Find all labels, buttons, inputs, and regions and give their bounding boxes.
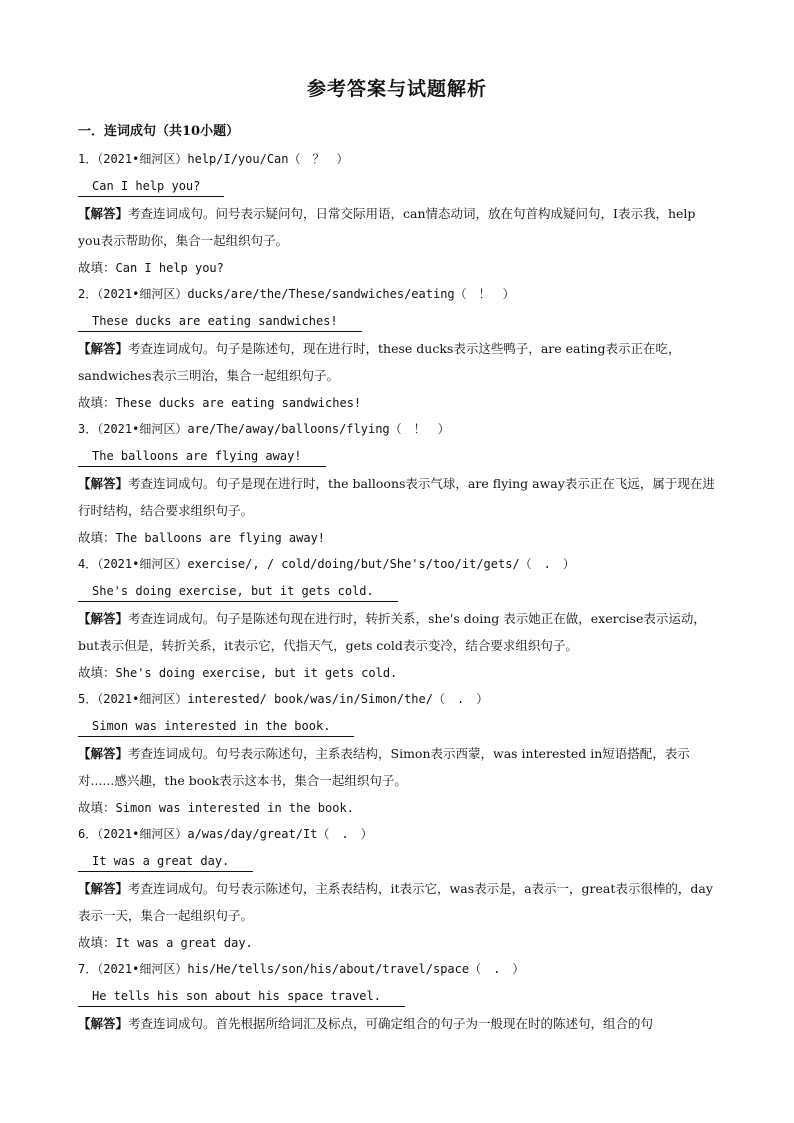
explanation-1: 【解答】考查连词成句。问号表示疑问句，日常交际用语，can情态动词，放在句首构成疑问句，I表示我，help you表示帮助你，集合一起组织句子。	[78, 206, 696, 248]
fill-3: 故填：The balloons are flying away!	[78, 530, 326, 545]
section-heading: 一．连词成句（共10小题）	[78, 124, 240, 139]
answer-4: She's doing exercise, but it gets cold.	[78, 581, 398, 602]
explanation-6: 【解答】考查连词成句。句号表示陈述句，主系表结构，it表示它，was表示是，a表示一，great表示很棒的，day表示一天，集合一起组织句子。	[78, 881, 713, 923]
fill-2: 故填：These ducks are eating sandwiches!	[78, 395, 362, 410]
question-3: 3．（2021•细河区）are/The/away/balloons/flying（ ！ ）	[78, 422, 450, 436]
answer-2-row	[78, 308, 716, 335]
explanation-tag: 【解答】	[78, 206, 129, 221]
question-1: 1．（2021•细河区）help/I/you/Can（ ？ ）	[78, 152, 349, 166]
fill-5: 故填：Simon was interested in the book.	[78, 800, 354, 815]
explanation-2: 【解答】考查连词成句。句子是陈述句，现在进行时，these ducks表示这些鸭子，are eating表示正在吃，sandwiches表示三明治，集合一起组织句子。	[78, 341, 681, 383]
answer-1: Can I help you?	[78, 176, 224, 197]
question-6: 6．（2021•细河区）a/was/day/great/It（ . ）	[78, 827, 373, 841]
question-7: 7．（2021•细河区）his/He/tells/son/his/about/travel/space（ . ）	[78, 962, 525, 976]
answer-1-row	[78, 173, 716, 200]
explanation-7: 【解答】考查连词成句。首先根据所给词汇及标点，可确定组合的句子为一般现在时的陈述句，组合的句	[78, 1016, 654, 1031]
question-5: 5．（2021•细河区）interested/ book/was/in/Simon/the/（ . ）	[78, 692, 489, 706]
answer-7: He tells his son about his space travel.	[78, 986, 405, 1007]
explanation-tag: 【解答】	[78, 611, 129, 626]
question-2: 2．（2021•细河区）ducks/are/the/These/sandwiches/eating（ ！ ）	[78, 287, 515, 301]
answer-4-row	[78, 578, 716, 605]
fill-4: 故填：She's doing exercise, but it gets cold.	[78, 665, 398, 680]
question-4: 4．（2021•细河区）exercise/, / cold/doing/but/She's/too/it/gets/（ . ）	[78, 557, 575, 571]
explanation-tag: 【解答】	[78, 881, 129, 896]
explanation-tag: 【解答】	[78, 1016, 129, 1031]
answer-5: Simon was interested in the book.	[78, 716, 354, 737]
explanation-tag: 【解答】	[78, 746, 129, 761]
fill-1: 故填：Can I help you?	[78, 260, 224, 275]
fill-6: 故填：It was a great day.	[78, 935, 253, 950]
explanation-5: 【解答】考查连词成句。句号表示陈述句，主系表结构，Simon表示西蒙，was interested in短语搭配，表示对......感兴趣，the book表示这本书，集合一起组织句子。	[78, 746, 690, 788]
answer-7-row	[78, 983, 716, 1010]
answer-3: The balloons are flying away!	[78, 446, 326, 467]
explanation-tag: 【解答】	[78, 341, 129, 356]
answer-3-row	[78, 443, 716, 470]
answer-6-row	[78, 848, 716, 875]
explanation-3: 【解答】考查连词成句。句子是现在进行时，the balloons表示气球，are flying away表示正在飞远，属于现在进行时结构，结合要求组织句子。	[78, 476, 715, 518]
answer-6: It was a great day.	[78, 851, 253, 872]
explanation-tag: 【解答】	[78, 476, 129, 491]
answer-5-row	[78, 713, 716, 740]
answer-2: These ducks are eating sandwiches!	[78, 311, 362, 332]
explanation-4: 【解答】考查连词成句。句子是陈述句现在进行时，转折关系，she's doing 表示她正在做，exercise表示运动，but表示但是，转折关系，it表示它，代指天气，gets cold表示变冷，结合要求组织句子。	[78, 611, 706, 653]
page-title: 参考答案与试题解析	[306, 78, 487, 100]
